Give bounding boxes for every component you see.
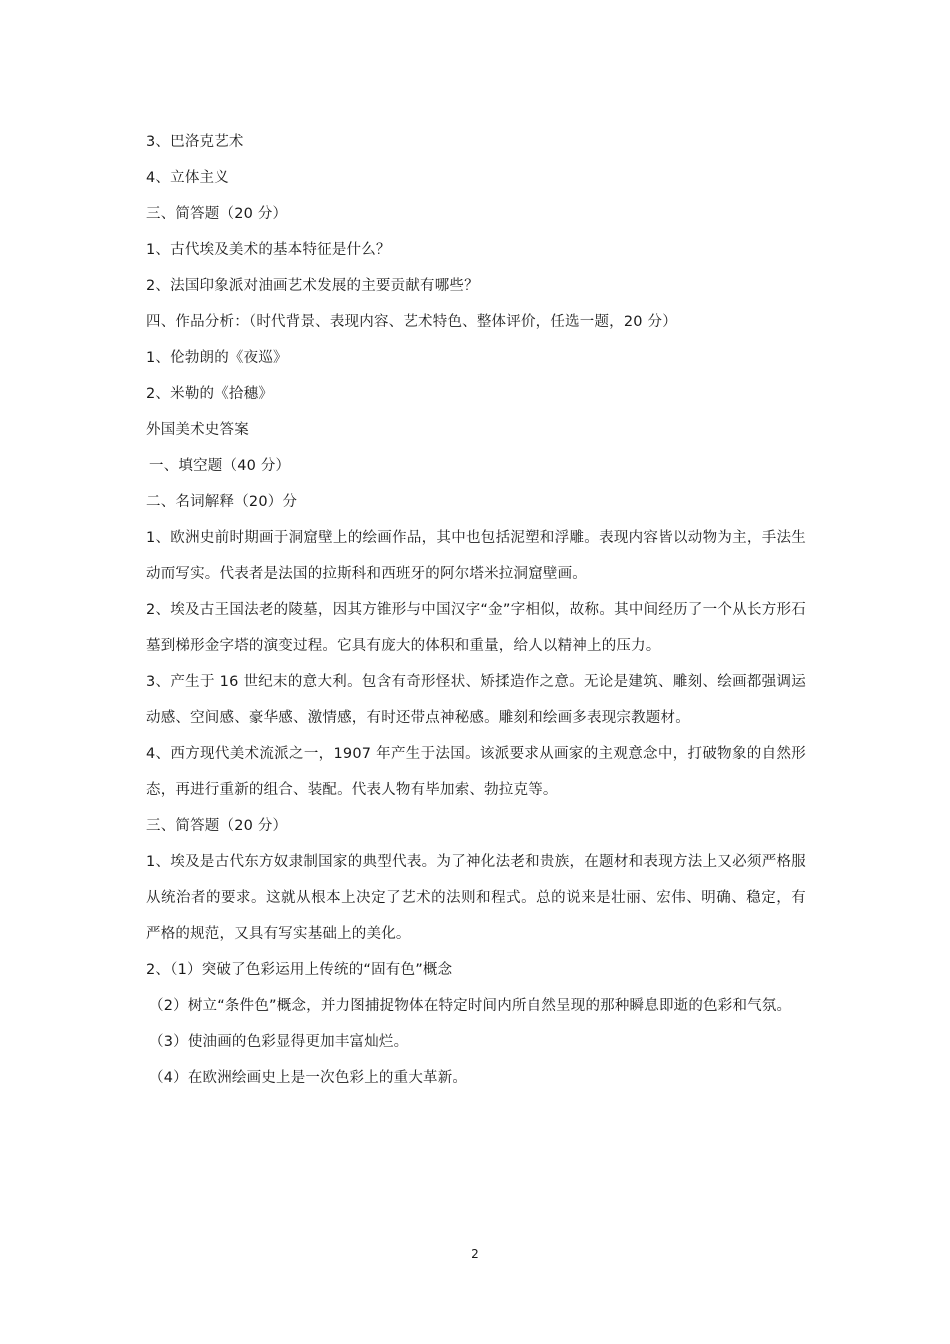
answer-paragraph: 2、埃及古王国法老的陵墓，因其方锥形与中国汉字“金”字相似，故称。其中间经历了一个从长方形石墓到梯形金字塔的演变过程。它具有庞大的体积和重量，给人以精神上的压力。 — [146, 602, 806, 654]
answer-paragraph: （4）在欧洲绘画史上是一次色彩上的重大革新。 — [149, 1070, 468, 1086]
section-heading: 三、简答题（20 分） — [146, 206, 288, 222]
question-item: 1、伦勃朗的《夜巡》 — [146, 350, 288, 366]
answer-paragraph: 4、西方现代美术流派之一，1907 年产生于法国。该派要求从画家的主观意念中，打破物象的自然形态，再进行重新的组合、装配。代表人物有毕加索、勃拉克等。 — [146, 746, 806, 798]
page-number: 2 — [471, 1247, 479, 1261]
question-item: 2、法国印象派对油画艺术发展的主要贡献有哪些？ — [146, 278, 479, 294]
answer-title: 外国美术史答案 — [146, 422, 249, 438]
answer-paragraph: 1、埃及是古代东方奴隶制国家的典型代表。为了神化法老和贵族，在题材和表现方法上又必须严格服从统治者的要求。这就从根本上决定了艺术的法则和程式。总的说来是壮丽、宏伟、明确、稳定，有严格的规范，又具有写实基础上的美化。 — [146, 854, 806, 942]
section-heading: 三、简答题（20 分） — [146, 818, 288, 834]
question-item: 4、立体主义 — [146, 170, 229, 186]
question-item: 2、米勒的《拾穗》 — [146, 386, 274, 402]
section-heading: 四、作品分析：（时代背景、表现内容、艺术特色、整体评价，任选一题，20 分） — [146, 314, 677, 330]
answer-paragraph: （2）树立“条件色”概念，并力图捕捉物体在特定时间内所自然呈现的那种瞬息即逝的色彩和气氛。 — [149, 998, 792, 1014]
answer-paragraph: 2、（1）突破了色彩运用上传统的“固有色”概念 — [146, 962, 453, 978]
section-heading: 二、名词解释（20）分 — [146, 494, 298, 510]
answer-paragraph: 3、产生于 16 世纪末的意大利。包含有奇形怪状、矫揉造作之意。无论是建筑、雕刻、绘画都强调运动感、空间感、豪华感、激情感，有时还带点神秘感。雕刻和绘画多表现宗教题材。 — [146, 674, 806, 726]
section-heading: 一、填空题（40 分） — [149, 458, 291, 474]
question-item: 3、巴洛克艺术 — [146, 134, 244, 150]
document-body — [146, 124, 806, 1096]
question-item: 1、古代埃及美术的基本特征是什么？ — [146, 242, 391, 258]
answer-paragraph: （3）使油画的色彩显得更加丰富灿烂。 — [149, 1034, 409, 1050]
answer-paragraph: 1、欧洲史前时期画于洞窟壁上的绘画作品，其中也包括泥塑和浮雕。表现内容皆以动物为主，手法生动而写实。代表者是法国的拉斯科和西班牙的阿尔塔米拉洞窟壁画。 — [146, 530, 806, 582]
